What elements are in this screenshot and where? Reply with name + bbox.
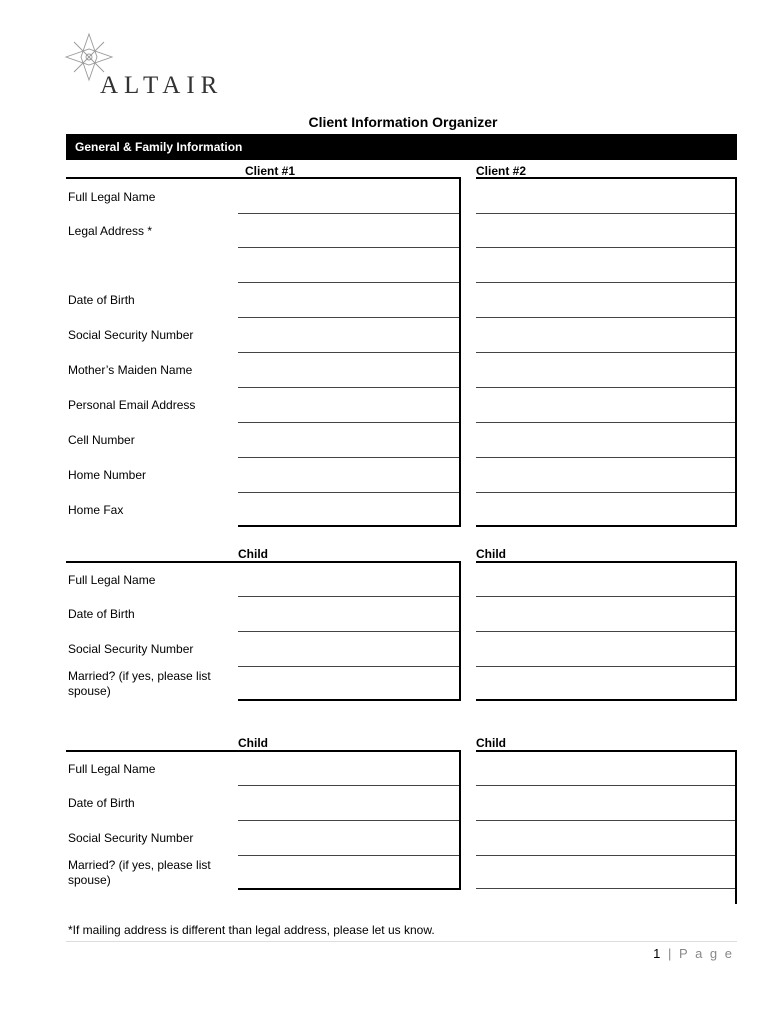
child-3-married-input[interactable] — [238, 869, 460, 887]
input-line — [476, 699, 737, 701]
client-1-email-input[interactable] — [238, 403, 460, 421]
client-1-legal-address-line-2-input[interactable] — [238, 263, 460, 281]
input-line — [476, 888, 735, 889]
input-line — [238, 785, 459, 786]
input-line — [476, 247, 735, 248]
input-line — [476, 525, 737, 527]
client-2-legal-address-input[interactable] — [476, 228, 736, 246]
child-2-date-of-birth-input[interactable] — [476, 612, 736, 630]
input-line — [476, 492, 735, 493]
input-line — [476, 631, 735, 632]
footer-divider — [66, 941, 737, 942]
divider — [476, 561, 737, 563]
field-label: Full Legal Name — [68, 762, 156, 776]
child-1-full-legal-name-input[interactable] — [238, 577, 460, 595]
input-line — [238, 820, 459, 821]
divider — [66, 750, 461, 752]
input-line — [476, 785, 735, 786]
client-1-full-legal-name-input[interactable] — [238, 194, 460, 212]
field-label: Social Security Number — [68, 831, 194, 845]
child-4-ssn-input[interactable] — [476, 836, 736, 854]
client-1-legal-address-input[interactable] — [238, 228, 460, 246]
input-line — [238, 213, 459, 214]
field-label: Full Legal Name — [68, 190, 156, 204]
client-2-date-of-birth-input[interactable] — [476, 298, 736, 316]
child-2-married-input[interactable] — [476, 680, 736, 698]
client-2-home-fax-input[interactable] — [476, 507, 736, 525]
client-1-home-number-input[interactable] — [238, 473, 460, 491]
child-header: Child — [476, 736, 506, 750]
field-label: Married? (if yes, please list spouse) — [68, 669, 211, 698]
input-line — [238, 352, 459, 353]
child-3-ssn-input[interactable] — [238, 836, 460, 854]
field-label: Date of Birth — [68, 607, 135, 621]
client-2-home-number-input[interactable] — [476, 473, 736, 491]
child-header: Child — [238, 736, 268, 750]
input-line — [476, 387, 735, 388]
input-line — [476, 282, 735, 283]
divider — [476, 750, 737, 752]
client-1-ssn-input[interactable] — [238, 333, 460, 351]
field-label: Mother’s Maiden Name — [68, 363, 193, 377]
child-4-full-legal-name-input[interactable] — [476, 766, 736, 784]
page-word: P a g e — [679, 946, 734, 961]
field-label: Social Security Number — [68, 642, 194, 656]
input-line — [238, 855, 459, 856]
input-line — [476, 317, 735, 318]
input-line — [476, 352, 735, 353]
field-label: Full Legal Name — [68, 573, 156, 587]
input-line — [238, 631, 459, 632]
input-line — [238, 247, 459, 248]
child-4-married-input[interactable] — [476, 869, 736, 887]
field-label: Married? (if yes, please list spouse) — [68, 858, 211, 887]
client-2-cell-number-input[interactable] — [476, 438, 736, 456]
divider — [476, 177, 737, 179]
child-4-date-of-birth-input[interactable] — [476, 801, 736, 819]
client-2-header: Client #2 — [476, 164, 527, 178]
field-label: Personal Email Address — [68, 398, 196, 412]
client-1-header: Client #1 — [245, 164, 296, 178]
input-line — [238, 888, 461, 890]
client-1-date-of-birth-input[interactable] — [238, 298, 460, 316]
field-label: Cell Number — [68, 433, 135, 447]
input-line — [476, 596, 735, 597]
input-line — [238, 422, 459, 423]
input-line — [238, 387, 459, 388]
field-label: Legal Address * — [68, 224, 153, 238]
input-line — [238, 596, 459, 597]
page-number — [600, 946, 734, 961]
input-line — [238, 282, 459, 283]
child-header: Child — [476, 547, 506, 561]
client-2-legal-address-line-2-input[interactable] — [476, 263, 736, 281]
child-header: Child — [238, 547, 268, 561]
page-number-separator: | — [668, 946, 674, 961]
child-2-ssn-input[interactable] — [476, 647, 736, 665]
client-2-full-legal-name-input[interactable] — [476, 194, 736, 212]
client-2-mothers-maiden-name-input[interactable] — [476, 368, 736, 386]
page-number-value: 1 — [653, 946, 663, 961]
client-1-home-fax-input[interactable] — [238, 507, 460, 525]
logo-wordmark: ALTAIR — [100, 72, 224, 99]
document-title: Client Information Organizer — [308, 114, 498, 130]
child-1-date-of-birth-input[interactable] — [238, 612, 460, 630]
field-label: Home Fax — [68, 503, 124, 517]
child-1-married-input[interactable] — [238, 680, 460, 698]
child-3-full-legal-name-input[interactable] — [238, 766, 460, 784]
child-1-ssn-input[interactable] — [238, 647, 460, 665]
input-line — [238, 699, 461, 701]
divider — [66, 561, 461, 563]
divider — [66, 177, 461, 179]
footnote: *If mailing address is different than legal address, please let us know. — [68, 923, 435, 937]
client-1-cell-number-input[interactable] — [238, 438, 460, 456]
client-2-ssn-input[interactable] — [476, 333, 736, 351]
input-line — [476, 820, 735, 821]
field-label: Date of Birth — [68, 293, 135, 307]
child-2-full-legal-name-input[interactable] — [476, 577, 736, 595]
field-label: Social Security Number — [68, 328, 194, 342]
input-line — [476, 422, 735, 423]
input-line — [476, 855, 735, 856]
child-3-date-of-birth-input[interactable] — [238, 801, 460, 819]
client-1-mothers-maiden-name-input[interactable] — [238, 368, 460, 386]
client-2-email-input[interactable] — [476, 403, 736, 421]
input-line — [238, 525, 461, 527]
field-label: Home Number — [68, 468, 147, 482]
input-line — [238, 666, 459, 667]
input-line — [238, 492, 459, 493]
input-line — [476, 666, 735, 667]
input-line — [476, 457, 735, 458]
field-label: Date of Birth — [68, 796, 135, 810]
input-line — [238, 317, 459, 318]
input-line — [476, 213, 735, 214]
section-header: General & Family Information — [66, 134, 737, 160]
input-line — [238, 457, 459, 458]
